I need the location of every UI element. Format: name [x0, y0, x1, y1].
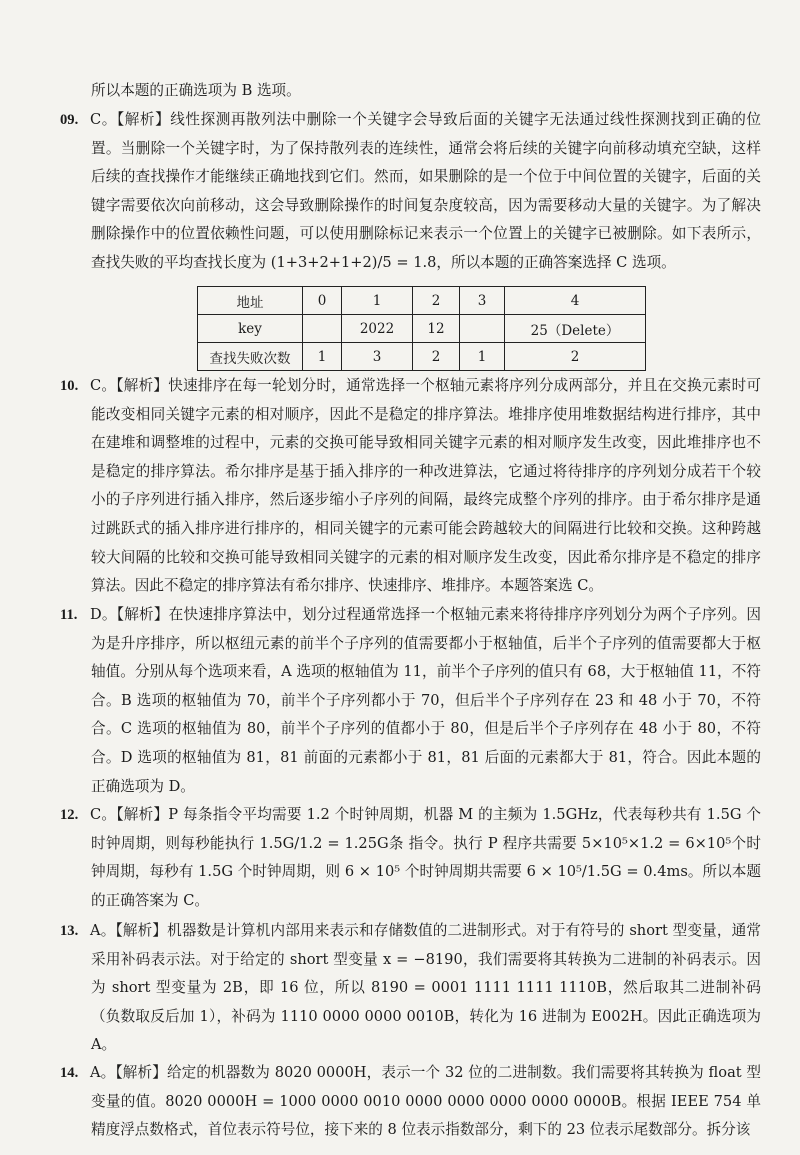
table-cell: 1 — [460, 343, 505, 371]
table-cell: 地址 — [198, 287, 303, 315]
table-row — [198, 315, 646, 343]
answer-number: 10. — [60, 378, 79, 394]
table-cell: 4 — [505, 287, 646, 315]
answer-09 — [60, 106, 761, 278]
table-cell: 2 — [413, 287, 460, 315]
table-cell: 1 — [303, 343, 342, 371]
table-cell: 12 — [413, 315, 460, 343]
answer-text: C。【解析】快速排序在每一轮划分时，通常选择一个枢轴元素将序列分成两部分，并且在交换元素时可能改变相同关键字元素的相对顺序，因此不是稳定的排序算法。堆排序使用堆数据结构进行排序，其中在建堆和调整堆的过程中，元素的交换可能导致相同关键字元素的相对顺序发生改变，因此堆排序也不是稳定的排序算法。希尔排序是基于插入排序的一种改进算法，它通过将待排序的序列划分成若干个较小的子序列进行插入排序，然后逐步缩小子序列的间隔，最终完成整个序列的排序。由于希尔排序是通过跳跃式的插入排序进行排序的，相同关键字的元素可能会跨越较大的间隔进行比较和交换。这种跨越较大间隔的比较和交换可能导致相同关键字的元素的相对顺序发生改变，因此希尔排序是不稳定的排序算法。因此不稳定的排序算法有希尔排序、快速排序、堆排序。本题答案选 C。 — [90, 377, 761, 595]
table-cell: 0 — [303, 287, 342, 315]
table-cell: 1 — [342, 287, 413, 315]
answer-number: 09. — [60, 112, 79, 128]
answer-14 — [60, 1059, 761, 1145]
answer-number: 13. — [60, 923, 79, 939]
answer-text: A。【解析】给定的机器数为 8020 0000H，表示一个 32 位的二进制数。我们需要将其转换为 float 型变量的值。8020 0000H = 1000 0000 0010 0000 0000 0000 0000 0000B。根据 IEEE 754 单精度浮点数格式，首位表示符号位，接下来的 8 位表示指数部分，剩下的 23 位表示尾数部分。拆分该 — [90, 1064, 761, 1139]
table-cell: 2 — [505, 343, 646, 371]
table-cell — [460, 315, 505, 343]
answer-text: D。【解析】在快速排序算法中，划分过程通常选择一个枢轴元素来将待排序序列划分为两个子序列。因为是升序排序，所以枢纽元素的前半个子序列的值需要都小于枢轴值，后半个子序列的值需要都大于枢轴值。分别从每个选项来看，A 选项的枢轴值为 11，前半个子序列的值只有 68，大于枢轴值 11，不符合。B 选项的枢轴值为 70，前半个子序列都小于 70，但后半个子序列存在 23 和 48 小于 70，不符合。C 选项的枢轴值为 80，前半个子序列的值都小于 80，但是后半个子序列存在 48 小于 80，不符合。D 选项的枢轴值为 81，81 前面的元素都小于 81，81 后面的元素都大于 81，符合。因此本题的正确选项为 D。 — [90, 606, 761, 795]
table-cell: 查找失败次数 — [198, 343, 303, 371]
answer-12 — [60, 801, 761, 915]
answer-number: 12. — [60, 807, 79, 823]
answer-text: C。【解析】线性探测再散列法中删除一个关键字会导致后面的关键字无法通过线性探测找到正确的位置。当删除一个关键字时，为了保持散列表的连续性，通常会将后续的关键字向前移动填充空缺，这样后续的查找操作才能继续正确地找到它们。然而，如果删除的是一个位于中间位置的关键字，后面的关键字需要依次向前移动，这会导致删除操作的时间复杂度较高，因为需要移动大量的关键字。为了解决删除操作中的位置依赖性问题，可以使用删除标记来表示一个位置上的关键字已被删除。如下表所示，查找失败的平均查找长度为 (1+3+2+1+2)/5 = 1.8，所以本题的正确答案选择 C 选项。 — [90, 111, 761, 271]
answer-11 — [60, 601, 761, 801]
hash-table — [197, 286, 646, 371]
answer-text: C。【解析】P 每条指令平均需要 1.2 个时钟周期，机器 M 的主频为 1.5GHz，代表每秒共有 1.5G 个时钟周期，则每秒能执行 1.5G/1.2 = 1.25G条 指令。执行 P 程序共需要 5×10⁵×1.2 = 6×10⁵个时钟周期，每秒有 1.5G 个时钟周期，则 6 × 10⁵ 个时钟周期共需要 6 × 10⁵/1.5G = 0.4ms。所以本题的正确答案为 C。 — [90, 806, 761, 909]
answer-13 — [60, 917, 761, 1060]
table-cell — [303, 315, 342, 343]
table-cell: 3 — [342, 343, 413, 371]
answer-10 — [60, 372, 761, 601]
table-cell: 2 — [413, 343, 460, 371]
table-row — [198, 287, 646, 315]
table-row — [198, 343, 646, 371]
table-cell: 25（Delete） — [505, 315, 646, 343]
table-cell: 3 — [460, 287, 505, 315]
answer-text: A。【解析】机器数是计算机内部用来表示和存储数值的二进制形式。对于有符号的 short 型变量，通常采用补码表示法。对于给定的 short 型变量 x = −8190，我们需要将其转换为二进制的补码表示。因为 short 型变量为 2B，即 16 位，所以 8190 = 0001 1111 1111 1110B，然后取其二进制补码（负数取反后加 1），补码为 1110 0000 0000 0010B，转化为 16 进制为 E002H。因此正确选项为 A。 — [90, 922, 761, 1054]
table-cell: key — [198, 315, 303, 343]
answer-number: 14. — [60, 1065, 79, 1081]
table-cell: 2022 — [342, 315, 413, 343]
answer-number: 11. — [60, 607, 78, 623]
intro-line: 所以本题的正确选项为 B 选项。 — [91, 82, 301, 99]
